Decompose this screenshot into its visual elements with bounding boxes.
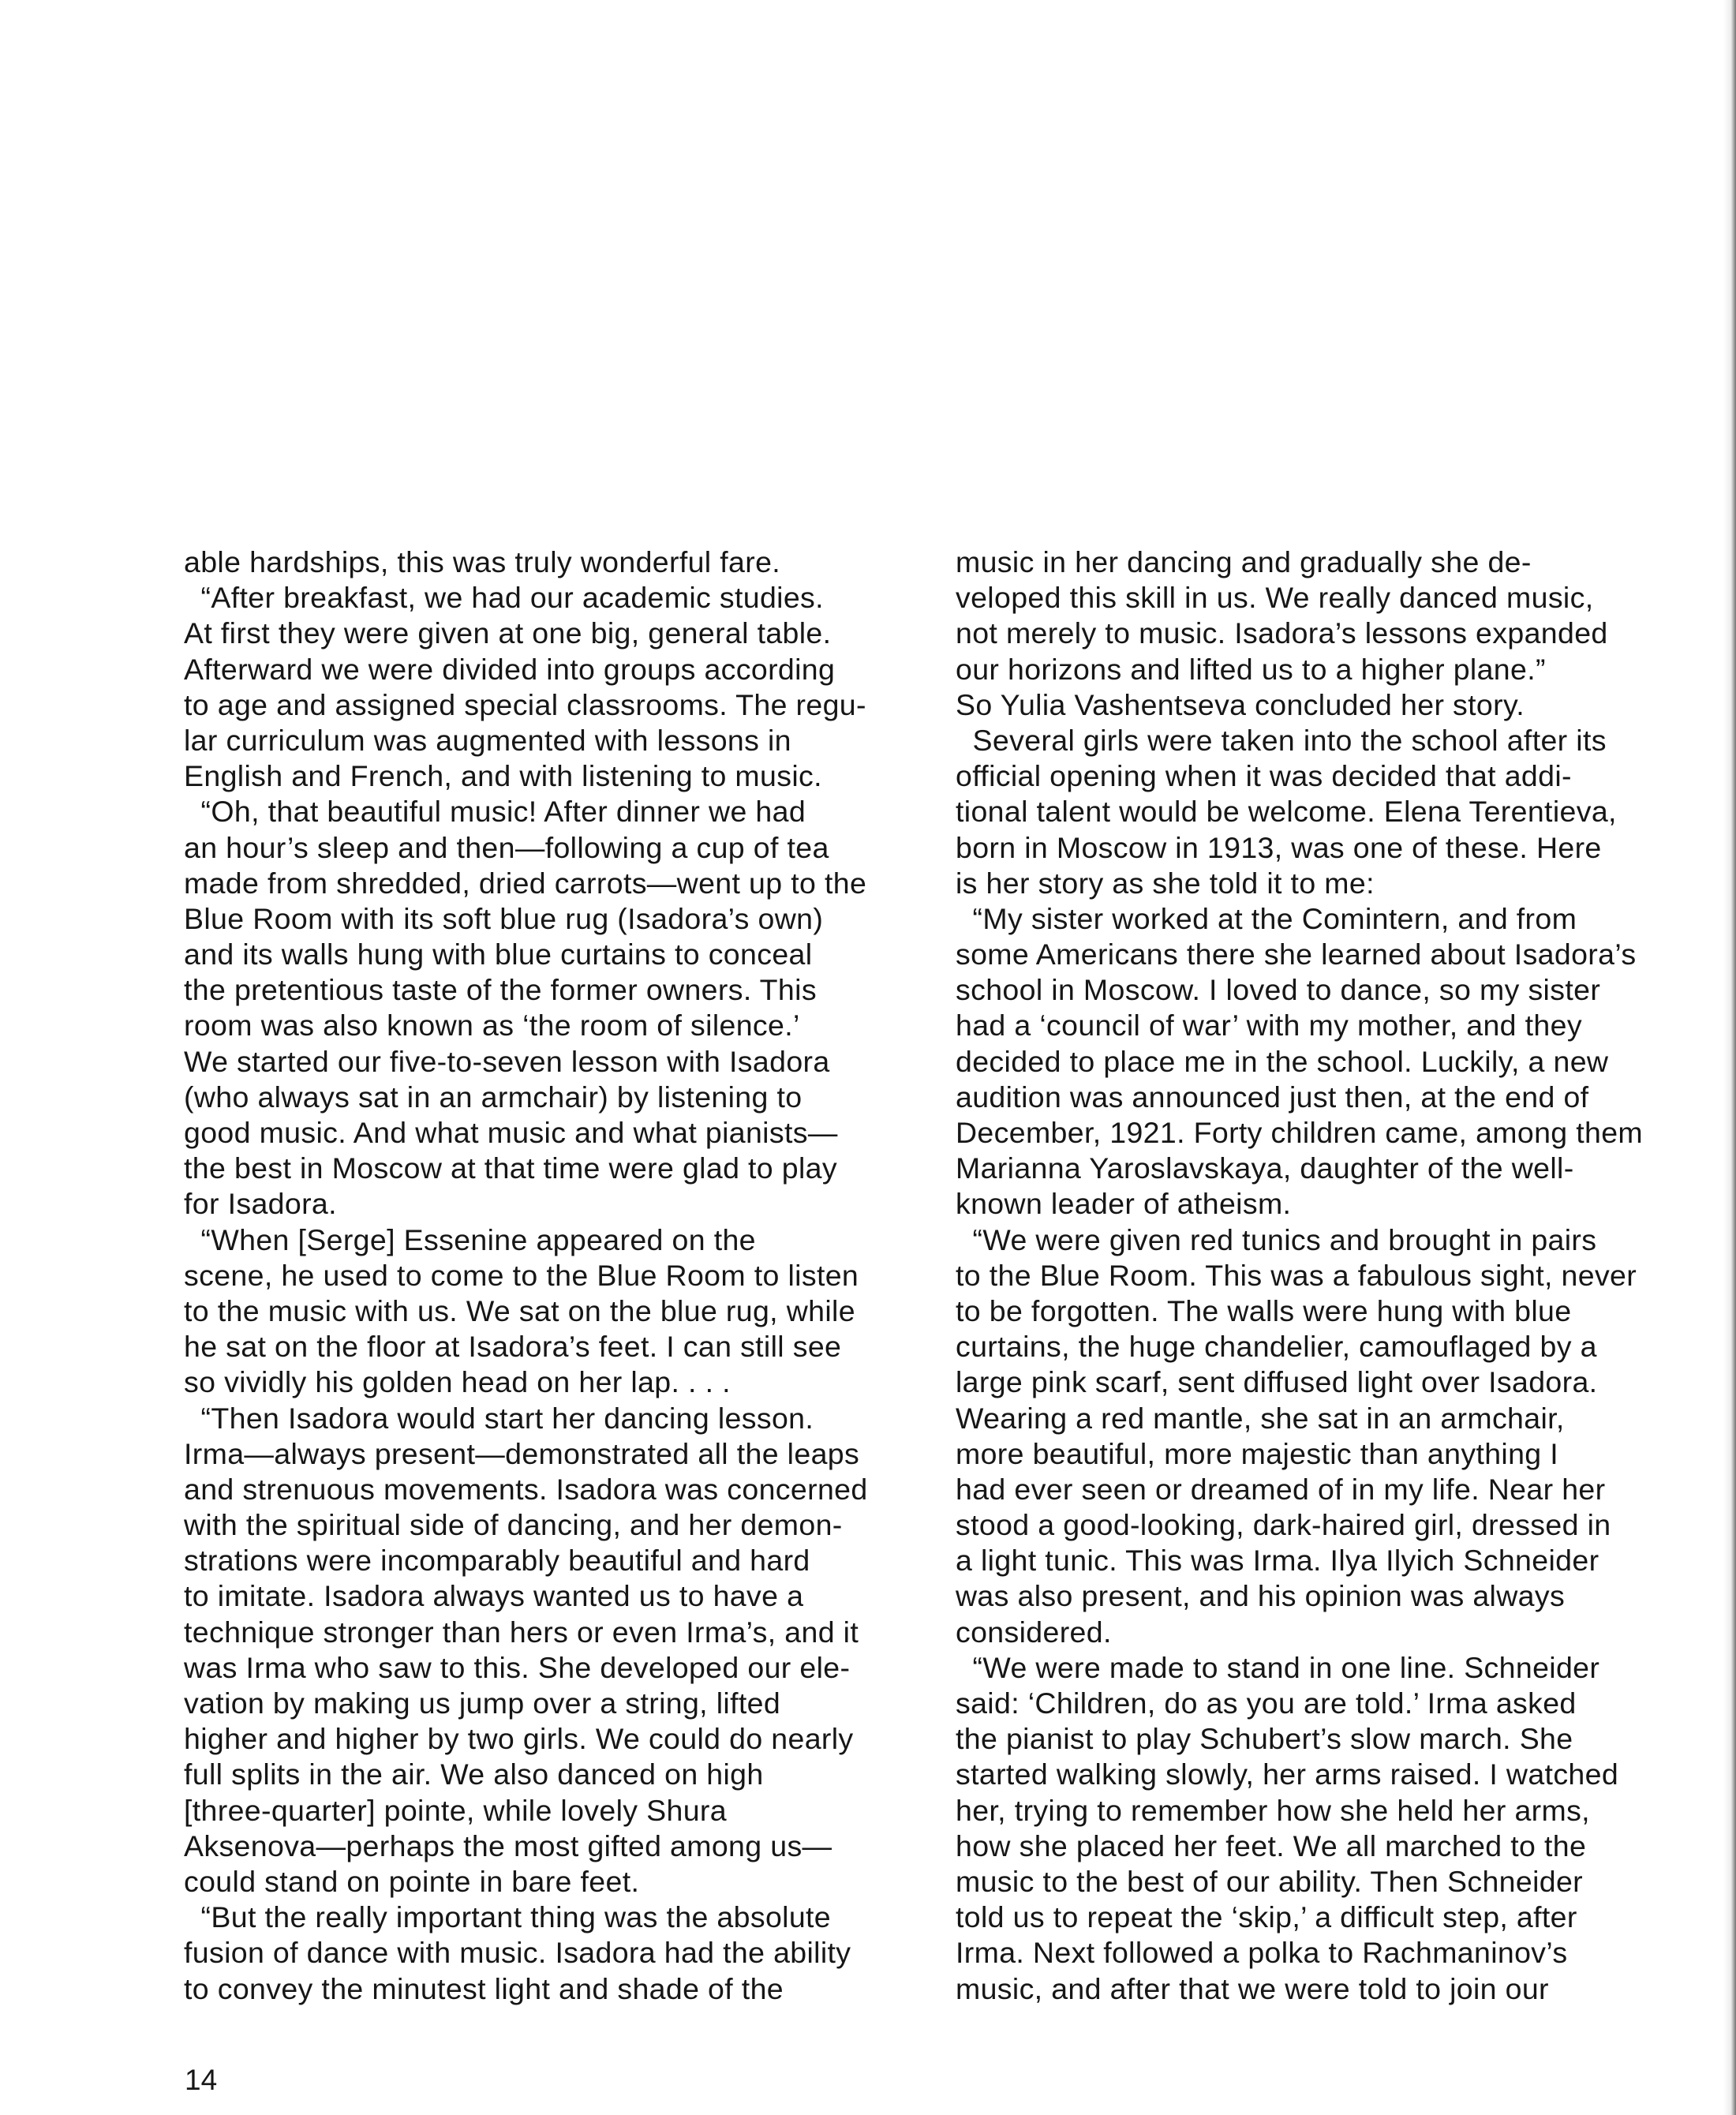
text-line: “My sister worked at the Comintern, and from (956, 901, 1577, 935)
text-line: some Americans there she learned about Isadora’s (956, 938, 1637, 971)
text-line: “Oh, that beautiful music! After dinner we had (184, 795, 806, 829)
text-line: At first they were given at one big, general table. (184, 616, 832, 650)
text-line: the best in Moscow at that time were glad to play (184, 1151, 837, 1185)
text-line: full splits in the air. We also danced on high (184, 1758, 764, 1791)
text-line: to convey the minutest light and shade of the (184, 1971, 784, 2005)
text-line: started walking slowly, her arms raised. I watched (956, 1758, 1619, 1791)
text-line: he sat on the floor at Isadora’s feet. I can still see (184, 1330, 842, 1364)
text-line: was Irma who saw to this. She developed our ele- (184, 1650, 851, 1684)
text-line: with the spiritual side of dancing, and her demon- (184, 1508, 843, 1542)
text-line: more beautiful, more majestic than anything I (956, 1436, 1559, 1470)
text-line: higher and higher by two girls. We could do nearly (184, 1722, 854, 1756)
text-line: so vividly his golden head on her lap. . . . (184, 1365, 731, 1399)
text-line: considered. (956, 1615, 1112, 1649)
text-line: Irma. Next followed a polka to Rachmaninov’s (956, 1936, 1568, 1970)
text-line: technique stronger than hers or even Irma’s, and it (184, 1615, 859, 1649)
text-line: to be forgotten. The walls were hung with blue (956, 1293, 1572, 1327)
text-line: Blue Room with its soft blue rug (Isadora’s own) (184, 901, 824, 935)
text-line: vation by making us jump over a string, lifted (184, 1686, 781, 1720)
text-line: “When [Serge] Essenine appeared on the (184, 1222, 756, 1256)
text-line: to age and assigned special classrooms. The regu- (184, 687, 866, 721)
text-line: music in her dancing and gradually she de- (956, 545, 1532, 578)
text-line: to the music with us. We sat on the blue rug, while (184, 1293, 855, 1327)
right-text-column (956, 545, 1682, 2007)
page-edge-shadow (1723, 0, 1736, 2115)
text-line: English and French, and with listening to music. (184, 759, 822, 793)
text-line: said: ‘Children, do as you are told.’ Irma asked (956, 1686, 1577, 1720)
text-line: tional talent would be welcome. Elena Terentieva, (956, 795, 1617, 829)
text-line: Aksenova—perhaps the most gifted among us— (184, 1829, 832, 1862)
text-line: [three-quarter] pointe, while lovely Shura (184, 1793, 727, 1827)
text-line: “We were given red tunics and brought in pairs (956, 1222, 1597, 1256)
text-line: Irma—always present—demonstrated all the leaps (184, 1436, 860, 1470)
text-line: for Isadora. (184, 1187, 337, 1221)
text-line: “But the really important thing was the absolute (184, 1900, 832, 1934)
text-line: audition was announced just then, at the end of (956, 1080, 1589, 1114)
text-line: her, trying to remember how she held her arms, (956, 1793, 1590, 1827)
text-line: veloped this skill in us. We really danced music, (956, 581, 1594, 615)
text-line: December, 1921. Forty children came, among them (956, 1116, 1644, 1149)
text-line: good music. And what music and what pianists— (184, 1116, 838, 1149)
text-line: had ever seen or dreamed of in my life. Near her (956, 1472, 1606, 1506)
text-line: the pianist to play Schubert’s slow march. She (956, 1722, 1573, 1756)
page-number: 14 (185, 2064, 218, 2096)
text-line: So Yulia Vashentseva concluded her story. (956, 687, 1525, 721)
text-line: our horizons and lifted us to a higher plane.” (956, 652, 1546, 686)
text-line: and its walls hung with blue curtains to conceal (184, 938, 813, 971)
text-line: strations were incomparably beautiful and hard (184, 1544, 810, 1578)
text-line: official opening when it was decided that addi- (956, 759, 1572, 793)
text-line: large pink scarf, sent diffused light over Isadora. (956, 1365, 1598, 1399)
text-line: to the Blue Room. This was a fabulous sight, never (956, 1258, 1637, 1292)
text-line: Marianna Yaroslavskaya, daughter of the well- (956, 1151, 1574, 1185)
text-line: told us to repeat the ‘skip,’ a difficult step, after (956, 1900, 1577, 1934)
text-line: had a ‘council of war’ with my mother, and they (956, 1009, 1582, 1043)
text-line: “We were made to stand in one line. Schneider (956, 1650, 1600, 1684)
text-line: born in Moscow in 1913, was one of these. Here (956, 830, 1602, 864)
text-line: to imitate. Isadora always wanted us to have a (184, 1579, 804, 1613)
text-line: Wearing a red mantle, she sat in an armchair, (956, 1401, 1565, 1435)
left-text-column (184, 545, 910, 2007)
text-line: stood a good-looking, dark-haired girl, dressed in (956, 1508, 1611, 1542)
text-line: room was also known as ‘the room of silence.’ (184, 1009, 800, 1043)
text-line: could stand on pointe in bare feet. (184, 1864, 640, 1898)
text-line: known leader of atheism. (956, 1187, 1292, 1221)
text-line: how she placed her feet. We all marched to the (956, 1829, 1587, 1862)
text-line: fusion of dance with music. Isadora had the ability (184, 1936, 851, 1970)
text-line: lar curriculum was augmented with lessons in (184, 723, 791, 757)
text-line: is her story as she told it to me: (956, 866, 1375, 900)
text-line: scene, he used to come to the Blue Room to listen (184, 1258, 859, 1292)
text-line: able hardships, this was truly wonderful fare. (184, 545, 781, 578)
text-line: the pretentious taste of the former owners. This (184, 973, 817, 1007)
text-line: was also present, and his opinion was always (956, 1579, 1566, 1613)
text-line: Afterward we were divided into groups according (184, 652, 836, 686)
text-line: music to the best of our ability. Then Schneider (956, 1864, 1583, 1898)
text-line: “After breakfast, we had our academic studies. (184, 581, 824, 615)
text-line: curtains, the huge chandelier, camouflaged by a (956, 1330, 1597, 1364)
text-line: We started our five-to-seven lesson with Isadora (184, 1044, 830, 1078)
text-line: not merely to music. Isadora’s lessons expanded (956, 616, 1608, 650)
text-line: decided to place me in the school. Luckily, a new (956, 1044, 1609, 1078)
text-line: (who always sat in an armchair) by listening to (184, 1080, 803, 1114)
text-line: music, and after that we were told to join our (956, 1971, 1549, 2005)
text-line: and strenuous movements. Isadora was concerned (184, 1472, 868, 1506)
text-line: an hour’s sleep and then—following a cup of tea (184, 830, 829, 864)
text-line: made from shredded, dried carrots—went up to the (184, 866, 867, 900)
text-line: Several girls were taken into the school after its (956, 723, 1607, 757)
text-line: a light tunic. This was Irma. Ilya Ilyich Schneider (956, 1544, 1599, 1578)
text-line: school in Moscow. I loved to dance, so my sister (956, 973, 1601, 1007)
text-line: “Then Isadora would start her dancing lesson. (184, 1401, 814, 1435)
